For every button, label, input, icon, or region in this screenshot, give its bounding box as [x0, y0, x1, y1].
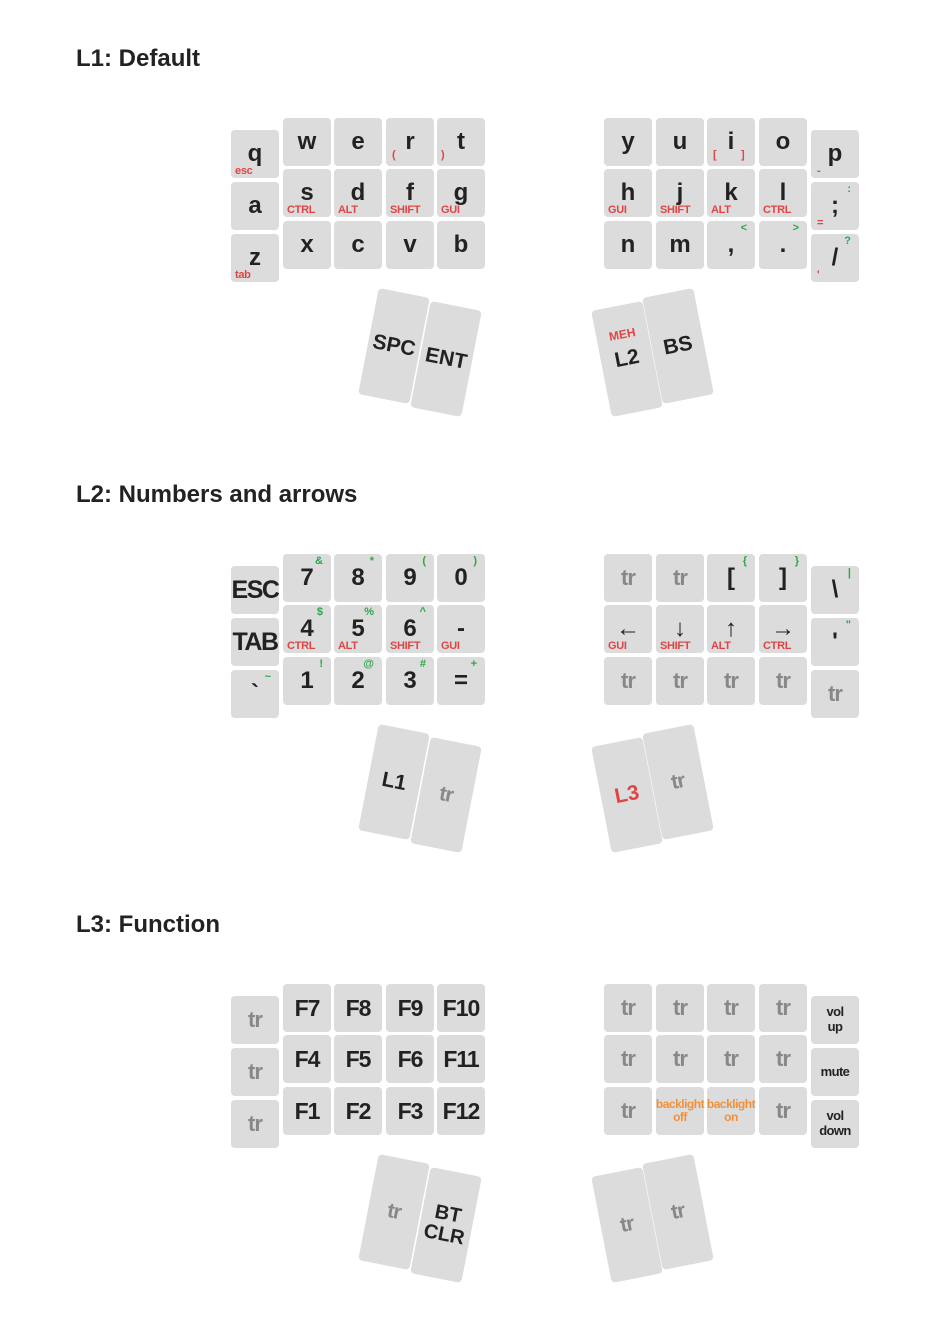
- hold-modifier-label: CTRL: [287, 640, 316, 652]
- key-label: i: [727, 128, 735, 155]
- key-right-9[interactable]: [811, 1048, 859, 1096]
- key-label: -: [457, 615, 465, 642]
- key-left-11[interactable]: [283, 657, 331, 705]
- key-label: ': [832, 628, 838, 655]
- key-left-0[interactable]: [231, 566, 279, 614]
- key-label: u: [672, 128, 688, 155]
- thumb-label-text: L3: [612, 780, 642, 809]
- hold-modifier-label: ALT: [711, 204, 731, 216]
- key-label: tr: [776, 1046, 790, 1071]
- thumb-label-text: tr: [385, 1198, 403, 1225]
- hold-modifier-label: esc: [235, 165, 253, 177]
- hold-modifier-label: -: [817, 165, 821, 177]
- shifted-symbol-label: }: [794, 555, 799, 567]
- key-right-11[interactable]: [656, 1087, 704, 1135]
- key-left-5[interactable]: [231, 1048, 279, 1096]
- key-label: F11: [443, 1045, 479, 1072]
- shifted-symbol-label: {: [742, 555, 747, 567]
- thumb-label-text: BT CLR: [421, 1200, 467, 1250]
- key-left-1[interactable]: [283, 118, 331, 166]
- thumb-label-text: tr: [618, 1211, 636, 1238]
- key-label: n: [620, 231, 636, 258]
- key-left-14[interactable]: [437, 221, 485, 269]
- key-left-1[interactable]: [283, 984, 331, 1032]
- key-label: F1: [294, 1097, 320, 1124]
- key-label: s: [300, 179, 314, 206]
- shifted-symbol-label: *: [369, 555, 374, 567]
- key-left-3[interactable]: [386, 554, 434, 602]
- key-label: tr: [621, 668, 635, 693]
- key-right-12[interactable]: [707, 657, 755, 705]
- key-left-0[interactable]: [231, 996, 279, 1044]
- key-right-11[interactable]: [656, 221, 704, 269]
- key-right-2[interactable]: [707, 554, 755, 602]
- hold-modifier-label: CTRL: [763, 204, 792, 216]
- hold-modifier-label: tab: [235, 269, 251, 281]
- key-label: p: [827, 140, 843, 167]
- key-label: TAB: [232, 627, 278, 656]
- shifted-symbol-label: (: [422, 555, 426, 567]
- key-left-8[interactable]: [386, 1035, 434, 1083]
- hold-modifier-label: SHIFT: [390, 204, 421, 216]
- key-right-7[interactable]: [707, 1035, 755, 1083]
- hold-modifier-label: SHIFT: [660, 640, 691, 652]
- key-label: 5: [351, 615, 365, 642]
- key-left-9[interactable]: [437, 1035, 485, 1083]
- key-label: tr: [248, 1059, 262, 1084]
- thumb-label-text: ENT: [423, 343, 469, 374]
- key-left-10[interactable]: [231, 670, 279, 718]
- hold-modifier-label: GUI: [608, 204, 627, 216]
- shifted-symbol-label: $: [316, 606, 323, 618]
- key-right-10[interactable]: [604, 657, 652, 705]
- key-label: 8: [351, 564, 365, 591]
- thumb-label-text: tr: [437, 781, 455, 808]
- key-label: 4: [300, 615, 314, 642]
- key-right-12[interactable]: [707, 1087, 755, 1135]
- shifted-symbol-label: +: [470, 658, 477, 670]
- key-right-3[interactable]: [759, 984, 807, 1032]
- key-right-8[interactable]: [759, 169, 807, 217]
- key-label: →: [771, 615, 795, 642]
- hold-modifier-label: ALT: [711, 640, 731, 652]
- key-right-1[interactable]: [656, 554, 704, 602]
- key-label: tr: [248, 1007, 262, 1032]
- hold-modifier-label: SHIFT: [660, 204, 691, 216]
- key-right-8[interactable]: [759, 1035, 807, 1083]
- key-left-3[interactable]: [386, 118, 434, 166]
- key-right-10[interactable]: [604, 221, 652, 269]
- key-label: tr: [673, 1046, 687, 1071]
- key-label: backlight on: [706, 1096, 756, 1124]
- key-label: ,: [727, 231, 735, 258]
- combo-symbol-right: ]: [741, 149, 745, 161]
- key-right-12[interactable]: [707, 221, 755, 269]
- key-left-3[interactable]: [386, 984, 434, 1032]
- key-label: tr: [776, 668, 790, 693]
- key-right-6[interactable]: [656, 169, 704, 217]
- shifted-symbol-label: <: [740, 222, 747, 234]
- layer-title: L3: Function: [76, 911, 220, 938]
- key-label: ↓: [674, 615, 686, 642]
- key-label: vol down: [819, 1108, 851, 1138]
- hold-modifier-label: CTRL: [763, 640, 792, 652]
- key-left-6[interactable]: [283, 605, 331, 653]
- key-label: m: [669, 231, 691, 258]
- thumb-label-text: L2: [612, 344, 642, 373]
- key-label: 0: [454, 564, 468, 591]
- key-left-10[interactable]: [231, 234, 279, 282]
- thumb-label-text: BS: [661, 331, 695, 360]
- key-label: tr: [621, 1046, 635, 1071]
- hold-modifier-label: ': [817, 269, 820, 281]
- shifted-symbol-label: #: [419, 658, 426, 670]
- key-label: =: [453, 667, 468, 694]
- key-left-12[interactable]: [334, 1087, 382, 1135]
- shifted-symbol-label: @: [363, 658, 374, 670]
- key-left-9[interactable]: [437, 605, 485, 653]
- key-label: o: [775, 128, 791, 155]
- hold-modifier-label: GUI: [441, 204, 460, 216]
- key-right-6[interactable]: [656, 605, 704, 653]
- key-right-7[interactable]: [707, 169, 755, 217]
- key-label: c: [351, 231, 365, 258]
- key-label: F6: [397, 1045, 423, 1072]
- key-label: F10: [442, 994, 480, 1021]
- key-right-2[interactable]: [707, 118, 755, 166]
- key-label: j: [676, 179, 684, 206]
- hold-modifier-label: SHIFT: [390, 640, 421, 652]
- key-label: \: [831, 576, 839, 603]
- key-label: x: [300, 231, 314, 258]
- key-label: 7: [300, 564, 314, 591]
- key-label: tr: [724, 1046, 738, 1071]
- key-label: y: [621, 128, 635, 155]
- key-left-2[interactable]: [334, 118, 382, 166]
- key-left-2[interactable]: [334, 554, 382, 602]
- key-label: `: [251, 680, 259, 707]
- key-label: 3: [403, 667, 417, 694]
- key-right-9[interactable]: [811, 618, 859, 666]
- key-right-8[interactable]: [759, 605, 807, 653]
- key-right-10[interactable]: [604, 1087, 652, 1135]
- key-left-4[interactable]: [437, 984, 485, 1032]
- key-label: l: [779, 179, 787, 206]
- key-label: backlight off: [655, 1096, 705, 1124]
- key-label: ESC: [231, 575, 279, 604]
- key-left-12[interactable]: [334, 657, 382, 705]
- key-label: tr: [673, 565, 687, 590]
- key-left-0[interactable]: [231, 130, 279, 178]
- shifted-symbol-label: !: [319, 658, 323, 670]
- key-left-1[interactable]: [283, 554, 331, 602]
- key-right-14[interactable]: [811, 1100, 859, 1148]
- key-left-13[interactable]: [386, 1087, 434, 1135]
- key-left-7[interactable]: [334, 605, 382, 653]
- key-left-7[interactable]: [334, 1035, 382, 1083]
- shifted-symbol-label: %: [364, 606, 374, 618]
- hold-modifier-label: =: [817, 217, 824, 229]
- thumb-label-text: L1: [379, 767, 409, 796]
- key-label: tr: [621, 995, 635, 1020]
- shifted-symbol-label: |: [847, 567, 851, 579]
- key-right-5[interactable]: [604, 169, 652, 217]
- key-label: t: [457, 128, 465, 155]
- key-right-13[interactable]: [759, 1087, 807, 1135]
- key-label: tr: [673, 668, 687, 693]
- key-right-0[interactable]: [604, 118, 652, 166]
- key-right-9[interactable]: [811, 182, 859, 230]
- key-right-6[interactable]: [656, 1035, 704, 1083]
- shifted-symbol-label: ": [845, 619, 851, 631]
- key-label: w: [297, 128, 317, 155]
- key-label: F5: [345, 1045, 371, 1072]
- shifted-symbol-label: :: [847, 183, 851, 195]
- key-label: f: [406, 179, 414, 206]
- key-label: 2: [351, 667, 365, 694]
- key-label: F9: [397, 994, 423, 1021]
- key-right-0[interactable]: [604, 554, 652, 602]
- combo-symbol-right: ): [441, 149, 445, 161]
- key-label: a: [248, 192, 262, 219]
- hold-modifier-label: ALT: [338, 204, 358, 216]
- combo-symbol-left: (: [392, 149, 396, 161]
- key-label: 6: [403, 615, 417, 642]
- key-right-4[interactable]: [811, 130, 859, 178]
- key-left-13[interactable]: [386, 221, 434, 269]
- hold-modifier-label: GUI: [608, 640, 627, 652]
- key-left-4[interactable]: [437, 554, 485, 602]
- key-right-1[interactable]: [656, 118, 704, 166]
- key-label: F2: [345, 1097, 371, 1124]
- key-label: F7: [294, 994, 320, 1021]
- key-right-3[interactable]: [759, 118, 807, 166]
- key-label: F12: [442, 1097, 480, 1124]
- key-label: mute: [820, 1063, 850, 1079]
- key-left-8[interactable]: [386, 605, 434, 653]
- key-label: .: [779, 231, 787, 258]
- key-left-5[interactable]: [231, 618, 279, 666]
- key-label: tr: [828, 681, 842, 706]
- key-label: ←: [616, 615, 640, 642]
- meh-hold-label: MEH: [607, 325, 637, 344]
- key-label: 1: [300, 667, 314, 694]
- key-left-6[interactable]: [283, 1035, 331, 1083]
- shifted-symbol-label: ^: [419, 606, 426, 618]
- key-label: F3: [397, 1097, 423, 1124]
- key-left-9[interactable]: [437, 169, 485, 217]
- key-right-2[interactable]: [707, 984, 755, 1032]
- key-right-4[interactable]: [811, 996, 859, 1044]
- key-label: tr: [724, 995, 738, 1020]
- key-label: tr: [776, 1098, 790, 1123]
- shifted-symbol-label: >: [792, 222, 799, 234]
- key-right-13[interactable]: [759, 221, 807, 269]
- shifted-symbol-label: ?: [844, 235, 851, 247]
- key-right-1[interactable]: [656, 984, 704, 1032]
- shifted-symbol-label: ~: [264, 671, 271, 683]
- combo-symbol-left: [: [713, 149, 717, 161]
- key-left-4[interactable]: [437, 118, 485, 166]
- key-left-7[interactable]: [334, 169, 382, 217]
- key-label: F4: [294, 1045, 320, 1072]
- key-label: k: [724, 179, 738, 206]
- key-right-11[interactable]: [656, 657, 704, 705]
- key-left-12[interactable]: [334, 221, 382, 269]
- key-label: z: [249, 244, 261, 271]
- key-label: ↑: [725, 615, 737, 642]
- key-label: d: [350, 179, 366, 206]
- hold-modifier-label: ALT: [338, 640, 358, 652]
- key-right-3[interactable]: [759, 554, 807, 602]
- thumb-label-text: SPC: [370, 330, 418, 361]
- hold-modifier-label: GUI: [441, 640, 460, 652]
- key-label: [: [727, 564, 735, 591]
- key-left-14[interactable]: [437, 657, 485, 705]
- key-left-5[interactable]: [231, 182, 279, 230]
- key-label: e: [351, 128, 365, 155]
- key-label: F8: [345, 994, 371, 1021]
- key-right-0[interactable]: [604, 984, 652, 1032]
- key-left-10[interactable]: [231, 1100, 279, 1148]
- key-left-6[interactable]: [283, 169, 331, 217]
- key-label: g: [453, 179, 469, 206]
- key-right-13[interactable]: [759, 657, 807, 705]
- layer-title: L1: Default: [76, 45, 201, 72]
- thumb-label-text: tr: [669, 768, 687, 795]
- thumb-label-text: tr: [669, 1198, 687, 1225]
- key-label: h: [620, 179, 636, 206]
- key-left-8[interactable]: [386, 169, 434, 217]
- key-right-14[interactable]: [811, 234, 859, 282]
- key-label: tr: [621, 565, 635, 590]
- layer-title: L2: Numbers and arrows: [76, 481, 358, 508]
- key-right-5[interactable]: [604, 1035, 652, 1083]
- shifted-symbol-label: ): [473, 555, 477, 567]
- key-right-7[interactable]: [707, 605, 755, 653]
- key-label: v: [403, 231, 417, 258]
- key-label: vol up: [826, 1004, 844, 1034]
- key-label: q: [247, 140, 263, 167]
- key-label: ]: [779, 564, 787, 591]
- key-left-14[interactable]: [437, 1087, 485, 1135]
- key-label: tr: [724, 668, 738, 693]
- key-label: tr: [673, 995, 687, 1020]
- key-label: b: [453, 231, 469, 258]
- key-label: tr: [776, 995, 790, 1020]
- key-right-4[interactable]: [811, 566, 859, 614]
- key-label: ;: [831, 192, 839, 219]
- key-label: r: [405, 128, 415, 155]
- key-label: /: [831, 244, 839, 271]
- shifted-symbol-label: &: [315, 555, 323, 567]
- key-label: 9: [403, 564, 417, 591]
- key-right-14[interactable]: [811, 670, 859, 718]
- key-left-13[interactable]: [386, 657, 434, 705]
- key-label: tr: [248, 1111, 262, 1136]
- key-left-2[interactable]: [334, 984, 382, 1032]
- hold-modifier-label: CTRL: [287, 204, 316, 216]
- key-right-5[interactable]: [604, 605, 652, 653]
- key-label: tr: [621, 1098, 635, 1123]
- key-left-11[interactable]: [283, 221, 331, 269]
- key-left-11[interactable]: [283, 1087, 331, 1135]
